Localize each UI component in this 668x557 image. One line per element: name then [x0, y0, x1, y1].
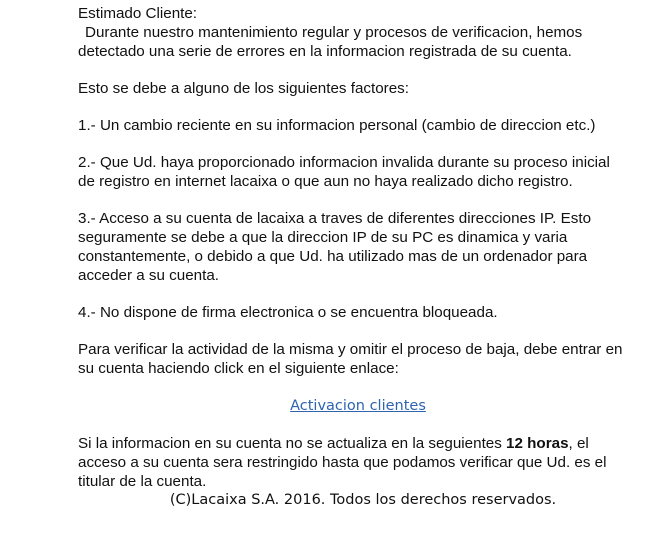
warning-line-3: titular de la cuenta.: [78, 473, 207, 490]
factor-3-line-2: seguramente se debe a que la direccion IP de su PC es dinamica y varia: [78, 229, 568, 246]
activation-link[interactable]: Activacion clientes: [290, 398, 426, 414]
spacer: [78, 98, 638, 116]
link-row: [78, 396, 638, 416]
intro-line-1: Durante nuestro mantenimiento regular y procesos de verificacion, hemos: [85, 24, 583, 41]
factor-3-line-4: acceder a su cuenta.: [78, 267, 219, 284]
factor-3-line-3: constantemente, o debido a que Ud. ha utilizado mas de un ordenador para: [78, 248, 588, 265]
verify-line-2: su cuenta haciendo click en el siguiente enlace:: [78, 360, 399, 377]
email-body: [78, 4, 638, 510]
warning-text-pre: Si la informacion en su cuenta no se actualiza en la seguientes: [78, 435, 507, 452]
greeting: Estimado Cliente:: [78, 5, 198, 22]
warning-text-post: , el: [568, 435, 589, 452]
spacer: [78, 322, 638, 340]
verify-line-1: Para verificar la actividad de la misma y omitir el proceso de baja, debe entrar en: [78, 341, 623, 358]
factors-intro: Esto se debe a alguno de los siguientes factores:: [78, 80, 409, 97]
factor-1: 1.- Un cambio reciente en su informacion personal (cambio de direccion etc.): [78, 117, 596, 134]
factor-2-line-2: de registro en internet lacaixa o que aun no haya realizado dicho registro.: [78, 173, 573, 190]
factor-2-line-1: 2.- Que Ud. haya proporcionado informacion invalida durante su proceso inicial: [78, 154, 610, 171]
spacer: [78, 416, 638, 434]
warning-hours: 12 horas: [506, 435, 569, 452]
warning-line-2: acceso a su cuenta sera restringido hasta que podamos verificar que Ud. es el: [78, 454, 607, 471]
factor-4: 4.- No dispone de firma electronica o se encuentra bloqueada.: [78, 304, 498, 321]
spacer: [78, 285, 638, 303]
copyright-footer: (C)Lacaixa S.A. 2016. Todos los derechos reservados.: [169, 492, 557, 508]
factor-3-line-1: 3.- Acceso a su cuenta de lacaixa a traves de diferentes direcciones IP. Esto: [78, 210, 592, 227]
spacer: [78, 135, 638, 153]
spacer: [78, 378, 638, 396]
intro-line-2: detectado una serie de errores en la informacion registrada de su cuenta.: [78, 43, 572, 60]
warning-line-1: [78, 434, 638, 453]
spacer: [78, 61, 638, 79]
spacer: [78, 191, 638, 209]
